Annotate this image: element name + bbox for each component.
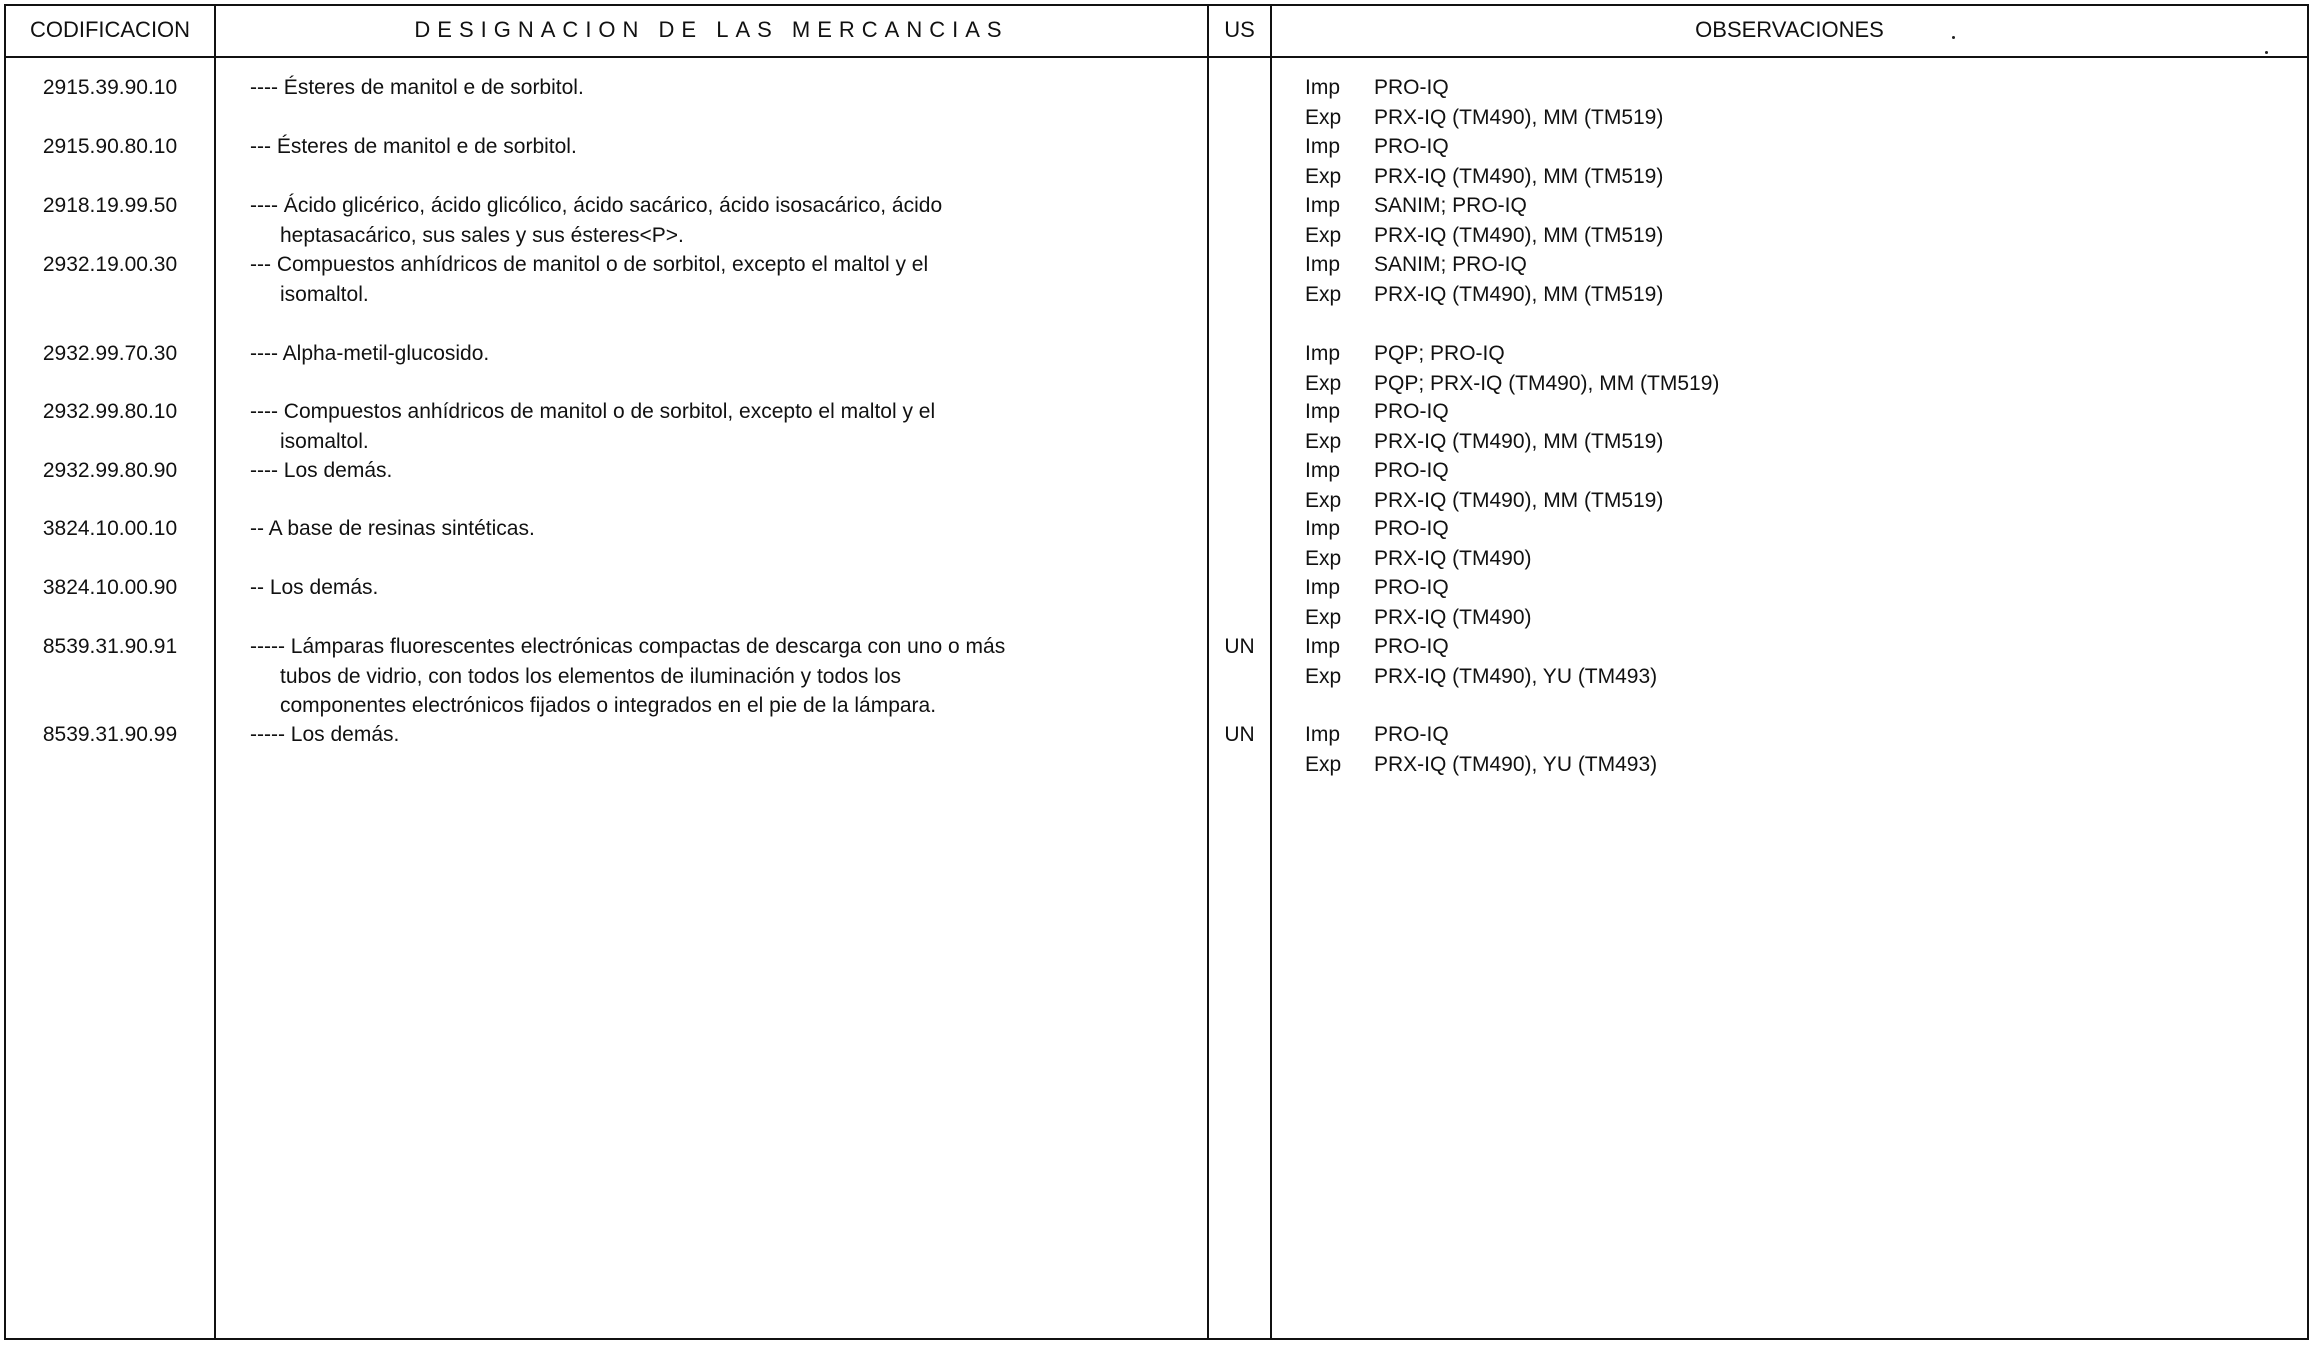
observation-line [1305,603,2285,633]
column-divider [1270,4,1272,1340]
observation-line [1305,662,2285,692]
observation-type: Imp [1305,400,1341,423]
description-line: ---- Compuestos anhídricos de manitol o de sorbitol, excepto el maltol y el [250,400,936,423]
observation-type: Imp [1305,635,1341,658]
unit-supplementary: UN [1224,723,1255,746]
observations [1305,456,2285,515]
observation-line [1305,514,2285,544]
observation-line [1305,397,2285,427]
observation-value: SANIM; PRO-IQ [1374,253,1527,276]
observation-type: Imp [1305,194,1341,217]
goods-description [250,191,1150,250]
observations [1305,250,2285,309]
observation-line [1305,339,2285,369]
tariff-code: 3824.10.00.90 [42,576,178,599]
goods-description [250,73,1150,103]
observation-value: PRO-IQ [1374,517,1449,540]
description-line: ---- Ácido glicérico, ácido glicólico, ácido sacárico, ácido isosacárico, ácido [250,194,943,217]
observation-value: PRX-IQ (TM490), MM (TM519) [1374,488,1664,512]
goods-description [250,514,1150,544]
observation-line [1305,544,2285,574]
observation-type: Imp [1305,576,1341,599]
observation-line [1305,632,2285,662]
description-line: --- Ésteres de manitol e de sorbitol. [250,135,577,158]
observation-value: PRX-IQ (TM490), MM (TM519) [1374,105,1664,129]
tariff-code: 2915.90.80.10 [42,135,178,158]
observation-line [1305,456,2285,486]
observation-type: Imp [1305,723,1341,746]
observation-line [1305,250,2285,280]
description-line: componentes electrónicos fijados o integrados en el pie de la lámpara. [280,694,937,717]
observation-value: PRO-IQ [1374,135,1449,158]
description-line: ----- Lámparas fluorescentes electrónicas compactas de descarga con uno o más [250,635,1006,658]
scan-speck [2265,51,2268,54]
observation-value: PRO-IQ [1374,635,1449,658]
observation-type: Imp [1305,459,1341,482]
description-line: ---- Los demás. [250,459,393,482]
tariff-code: 2932.99.70.30 [42,342,178,365]
observation-value: PRO-IQ [1374,76,1449,99]
goods-description [250,573,1150,603]
header-codificacion: CODIFICACION [29,17,191,42]
observations [1305,573,2285,632]
description-line: heptasacárico, sus sales y sus ésteres<P>. [280,223,684,247]
observations [1305,397,2285,456]
tariff-code: 2932.99.80.90 [42,459,178,482]
description-line: tubos de vidrio, con todos los elementos de iluminación y todos los [280,664,902,688]
observation-type: Imp [1305,253,1341,276]
observations [1305,73,2285,132]
observation-line [1305,720,2285,750]
goods-description [250,132,1150,162]
observation-type: Imp [1305,135,1341,158]
frame-border [4,1338,2309,1340]
description-line: ----- Los demás. [250,723,400,746]
observation-line [1305,221,2285,251]
observations [1305,132,2285,191]
header-designacion: DESIGNACION DE LAS MERCANCIAS [414,17,1009,42]
observation-type: Exp [1305,164,1342,188]
observation-line [1305,573,2285,603]
observation-line [1305,73,2285,103]
observation-type: Exp [1305,105,1342,129]
description-line: ---- Ésteres de manitol e de sorbitol. [250,76,584,99]
observation-value: PRX-IQ (TM490), MM (TM519) [1374,429,1664,453]
observation-value: PRX-IQ (TM490), MM (TM519) [1374,223,1664,247]
goods-description [250,250,1150,309]
observation-value: PRO-IQ [1374,723,1449,746]
goods-description [250,720,1150,750]
header-divider [4,56,2309,58]
observations [1305,339,2285,398]
observations [1305,514,2285,573]
observation-type: Imp [1305,76,1341,99]
observation-line [1305,750,2285,780]
observation-type: Exp [1305,429,1342,453]
observation-type: Imp [1305,342,1341,365]
observations [1305,191,2285,250]
observation-type: Exp [1305,282,1342,306]
description-line: isomaltol. [280,429,369,453]
observation-type: Exp [1305,605,1342,629]
header-us: US [1224,17,1255,42]
observation-value: SANIM; PRO-IQ [1374,194,1527,217]
observation-line [1305,427,2285,457]
observation-type: Imp [1305,517,1341,540]
observation-line [1305,369,2285,399]
observation-type: Exp [1305,223,1342,247]
observation-line [1305,132,2285,162]
tariff-code: 2918.19.99.50 [42,194,178,217]
goods-description [250,456,1150,486]
observation-value: PRO-IQ [1374,400,1449,423]
observation-line [1305,191,2285,221]
observations [1305,632,2285,691]
goods-description [250,397,1150,456]
observation-type: Exp [1305,488,1342,512]
tariff-code: 8539.31.90.91 [42,635,178,658]
tariff-code: 2932.99.80.10 [42,400,178,423]
observation-value: PRX-IQ (TM490) [1374,605,1532,629]
unit-supplementary: UN [1224,635,1255,658]
observation-type: Exp [1305,546,1342,570]
frame-border [2307,4,2309,1340]
observation-value: PRO-IQ [1374,459,1449,482]
observation-line [1305,486,2285,516]
observation-value: PRX-IQ (TM490), MM (TM519) [1374,282,1664,306]
observation-value: PRO-IQ [1374,576,1449,599]
description-line: ---- Alpha-metil-glucosido. [250,342,490,365]
description-line: --- Compuestos anhídricos de manitol o de sorbitol, excepto el maltol y el [250,253,929,276]
description-line: isomaltol. [280,282,369,306]
tariff-code: 2915.39.90.10 [42,76,178,99]
tariff-code: 3824.10.00.10 [42,517,178,540]
header-observaciones: OBSERVACIONES [1695,17,1884,42]
description-line: -- A base de resinas sintéticas. [250,517,535,540]
column-divider [214,4,216,1340]
observation-value: PRX-IQ (TM490) [1374,546,1532,570]
observation-line [1305,162,2285,192]
scan-speck [1952,36,1955,39]
observation-value: PRX-IQ (TM490), MM (TM519) [1374,164,1664,188]
column-divider [1207,4,1209,1340]
goods-description [250,339,1150,369]
observation-value: PQP; PRO-IQ [1374,342,1505,365]
observation-line [1305,103,2285,133]
observations [1305,720,2285,779]
tariff-code: 2932.19.00.30 [42,253,178,276]
observation-value: PQP; PRX-IQ (TM490), MM (TM519) [1374,371,1720,395]
tariff-code: 8539.31.90.99 [42,723,178,746]
description-line: -- Los demás. [250,576,379,599]
observation-line [1305,280,2285,310]
observation-value: PRX-IQ (TM490), YU (TM493) [1374,752,1658,776]
observation-value: PRX-IQ (TM490), YU (TM493) [1374,664,1658,688]
observation-type: Exp [1305,664,1342,688]
observation-type: Exp [1305,752,1342,776]
goods-description [250,632,1150,721]
observation-type: Exp [1305,371,1342,395]
